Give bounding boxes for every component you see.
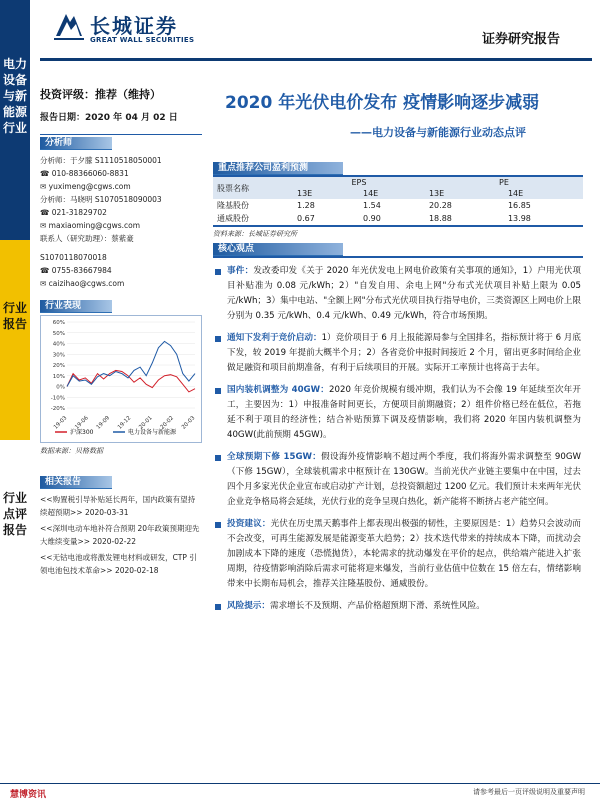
point-bidding [213,331,581,376]
report-title: 2020 年光伏电价发布 疫情影响逐步减弱 [225,93,540,113]
table-cell: 0.90 [362,214,381,223]
point-text: 假设海外疫情影响不超过两个季度，我们将海外需求调整至 90GW（下修 15GW），全球装机需求中枢预计在 130GW。当前光伏产业链主要集中在中国，过去四个月多家光伏企业宣布或启动扩产计划，总投资额超过 1200 亿元。我们预计未来两年光伏企业竞争格局将会延续，光伏行业的竞争呈现白热化，新产能将不断挤占老产能空间。 [227,452,582,507]
footer-disclaimer: 请参考最后一页评级说明及重要声明 [473,788,585,796]
point-domestic [213,383,581,443]
sidebar-yellow-band [0,240,30,440]
point-text: 光伏在历史黑天鹅事件上都表现出极强的韧性，主要原因是：1）趋势只会波动而不会改变，可再生能源发展是能源变革大趋势；2）技术迭代带来的持续成本下降，而扰动会加剧成本下降的速度（恐慌抛货），本轮需求的扰动爆发在平价的起点，供给端产能进入扩张周期，待疫情影响消除后需求可能将迎来爆发，当前行业估值中位数在 15 倍左右，情绪影响带来中长期布局机会，推荐关注隆基股份、通威股份。 [227,519,581,589]
sidebar-industry-label: 电力设备与新能源行业 [2,57,27,135]
mail-icon: ✉ [40,279,49,288]
analyst-line: ☎ 0755-83667984 [40,266,112,275]
report-date: 报告日期：2020 年 04 月 02 日 [40,113,178,123]
col-stock-name: 股票名称 [217,183,249,193]
point-lead: 风险提示： [227,601,270,611]
table-cell: 0.67 [297,214,315,223]
core-views [213,243,583,258]
analyst-line: 联系人（研究助理）：蔡紫豪 [40,234,134,243]
analyst-line: ✉ yuximeng@cgws.com [40,182,131,191]
great-wall-logo-icon [52,10,86,44]
y-tick-label: 20% [52,363,65,369]
col-year: 14E [507,189,524,198]
bullet-square-icon [215,522,221,528]
col-pe: PE [499,178,509,187]
phone-icon: ☎ [40,208,52,217]
analyst-line: ✉ caizihao@cgws.com [40,279,125,288]
point-text: 需求增长不及预期、产品价格超预期下滑、系统性风险。 [269,601,485,611]
x-tick-label: 20-01 [138,415,154,431]
sidebar-report-label: 行业报告 [2,301,27,331]
table-cell: 1.28 [297,201,315,210]
table-cell: 16.85 [507,201,531,210]
bullet-square-icon [215,336,221,342]
table-row [213,199,583,212]
bullet-square-icon [215,455,221,461]
report-subtitle: ——电力设备与新能源行业动态点评 [350,126,526,139]
company-logo [52,8,212,52]
point-lead: 国内装机调整为 40GW： [227,385,330,395]
legend-label: 沪深300 [70,429,94,436]
point-event [213,264,581,324]
related-report-link[interactable]: <<深圳电动车地补符合预期 20年政策预期迎先大维续变量>> 2020-02-22 [40,524,200,546]
x-tick-label: 19-03 [52,415,69,431]
mail-icon: ✉ [40,221,49,230]
analyst-line: ☎ 010-88366060-8831 [40,169,129,178]
bullet-square-icon [215,604,221,610]
trend-chart [41,316,201,442]
col-eps: EPS [351,178,367,187]
earnings-table-header: 重点推荐公司盈利预测 [213,162,343,175]
col-year: 13E [428,189,445,198]
y-tick-label: 60% [52,320,65,326]
y-tick-label: -10% [50,395,65,402]
point-global [213,450,581,510]
trend-chart-frame [40,315,202,443]
bullet-square-icon [215,269,221,275]
table-cell: 18.88 [428,214,452,223]
related-reports [40,493,202,577]
phone-icon: ☎ [40,169,52,178]
x-tick-label: 19-06 [74,415,90,431]
left-column [40,86,202,577]
table-row [213,212,583,226]
header-divider [40,58,592,61]
logo-english-name: GREAT WALL SECURITIES [90,36,195,44]
analyst-line: 分析师：于夕朦 S1110518050001 [40,156,162,165]
x-tick-label: 20-03 [180,415,197,431]
related-report-link[interactable]: <<无钴电池或将激发锂电材料或研发，CTP 引领电池包技术革命>> 2020-02-18 [40,553,197,575]
y-tick-label: 30% [52,352,65,359]
footer-divider [0,783,600,784]
y-tick-label: 50% [52,330,65,337]
related-section-header: 相关报告 [40,476,112,489]
bullet-square-icon [215,388,221,394]
x-tick-label: 20-02 [159,415,176,431]
chart-source: 数据来源：贝格数据 [40,447,103,455]
logo-chinese-name: 长城证券 [90,14,178,38]
phone-icon: ☎ [40,266,52,275]
analyst-section-header: 分析师 [40,137,112,150]
report-type: 证券研究报告 [481,32,560,47]
stock-name: 通威股份 [217,214,249,223]
point-text: 2020 年竞价规模有缓冲期，我们认为不会像 19 年延续至次年开工，主要因为：1）申报准备时间更长，方便项目前期融资；2）组件价格已经在低位，若拖延不利于项目的经济性；结合补贴预算下调及疫情影响，我们将 2020 年国内装机调整为 40GW(此前预期 45GW)。 [227,385,581,440]
series-line-1 [67,341,195,386]
x-tick-label: 19-09 [95,415,112,431]
point-lead: 通知下发利于竞价启动： [227,333,322,343]
related-report-link[interactable]: <<购置税引导补贴延长两年，国内政策有望持续超预期>> 2020-03-31 [40,495,196,517]
y-tick-label: 10% [52,373,65,380]
earnings-table [213,177,583,227]
table-cell: 13.98 [507,214,531,223]
point-lead: 投资建议： [227,519,271,529]
table-cell: 20.28 [428,201,452,210]
point-investment [213,517,581,592]
sidebar [0,0,30,800]
analyst-line: S1070118070018 [40,253,107,262]
trend-section-header: 行业表现 [40,300,112,313]
earnings-forecast [213,162,583,239]
table-cell: 1.54 [362,201,381,210]
analyst-line: 分析师：马晓明 S1070518090003 [40,195,162,204]
point-text: 发改委印发《关于 2020 年光伏发电上网电价政策有关事项的通知》，1）户用光伏项目补贴准为 0.08 元/kWh；2）"自发自用、余电上网"分布式光伏项目补贴上限为 0.05 元/kWh；3）集中电站、"全额上网"分布式光伏项目执行指导电价，三类资源区上网电价上限分别为 0.35 元/kWh、0.4 元/kWh、0.49 元/kWh，符合市场预期。 [227,266,581,321]
col-year: 13E [297,189,313,198]
analyst-line: ✉ maxiaoming@cgws.com [40,221,141,230]
point-text: 1）竞价项目于 6 月上报能源局参与全国排名，指标预计将于 6 月底下发，较 2019 年提前大概半个月；2）各省竞价申报时间接近 2 个月，留出更多时间给企业做足融资和项目前期准备，有利于后续项目的开展。实际开工率预计也将高于去年。 [227,333,581,373]
investment-rating: 投资评级：推荐（维持） [40,88,161,101]
core-views-rule [213,256,583,258]
footer-watermark: 慧博资讯 [10,790,47,800]
core-points [213,264,581,614]
legend-label: 电力设备与新能源 [128,429,177,436]
stock-name: 隆基股份 [217,201,249,210]
point-lead: 事件： [227,266,254,276]
point-risk [213,599,581,614]
y-tick-label: 40% [52,341,65,348]
col-year: 14E [362,189,379,198]
y-tick-label: 0% [56,384,65,391]
analyst-line: ☎ 021-31829702 [40,208,107,217]
analyst-info [40,154,202,290]
sidebar-review-label: 行业点评报告 [2,491,27,537]
table-source: 资料来源：长城证券研究所 [213,230,297,238]
mail-icon: ✉ [40,182,49,191]
y-tick-label: -20% [50,406,65,412]
core-views-header: 核心观点 [213,243,343,256]
point-lead: 全球预期下修 15GW： [227,452,322,462]
x-tick-label: 19-12 [116,415,133,431]
left-divider [40,134,202,135]
